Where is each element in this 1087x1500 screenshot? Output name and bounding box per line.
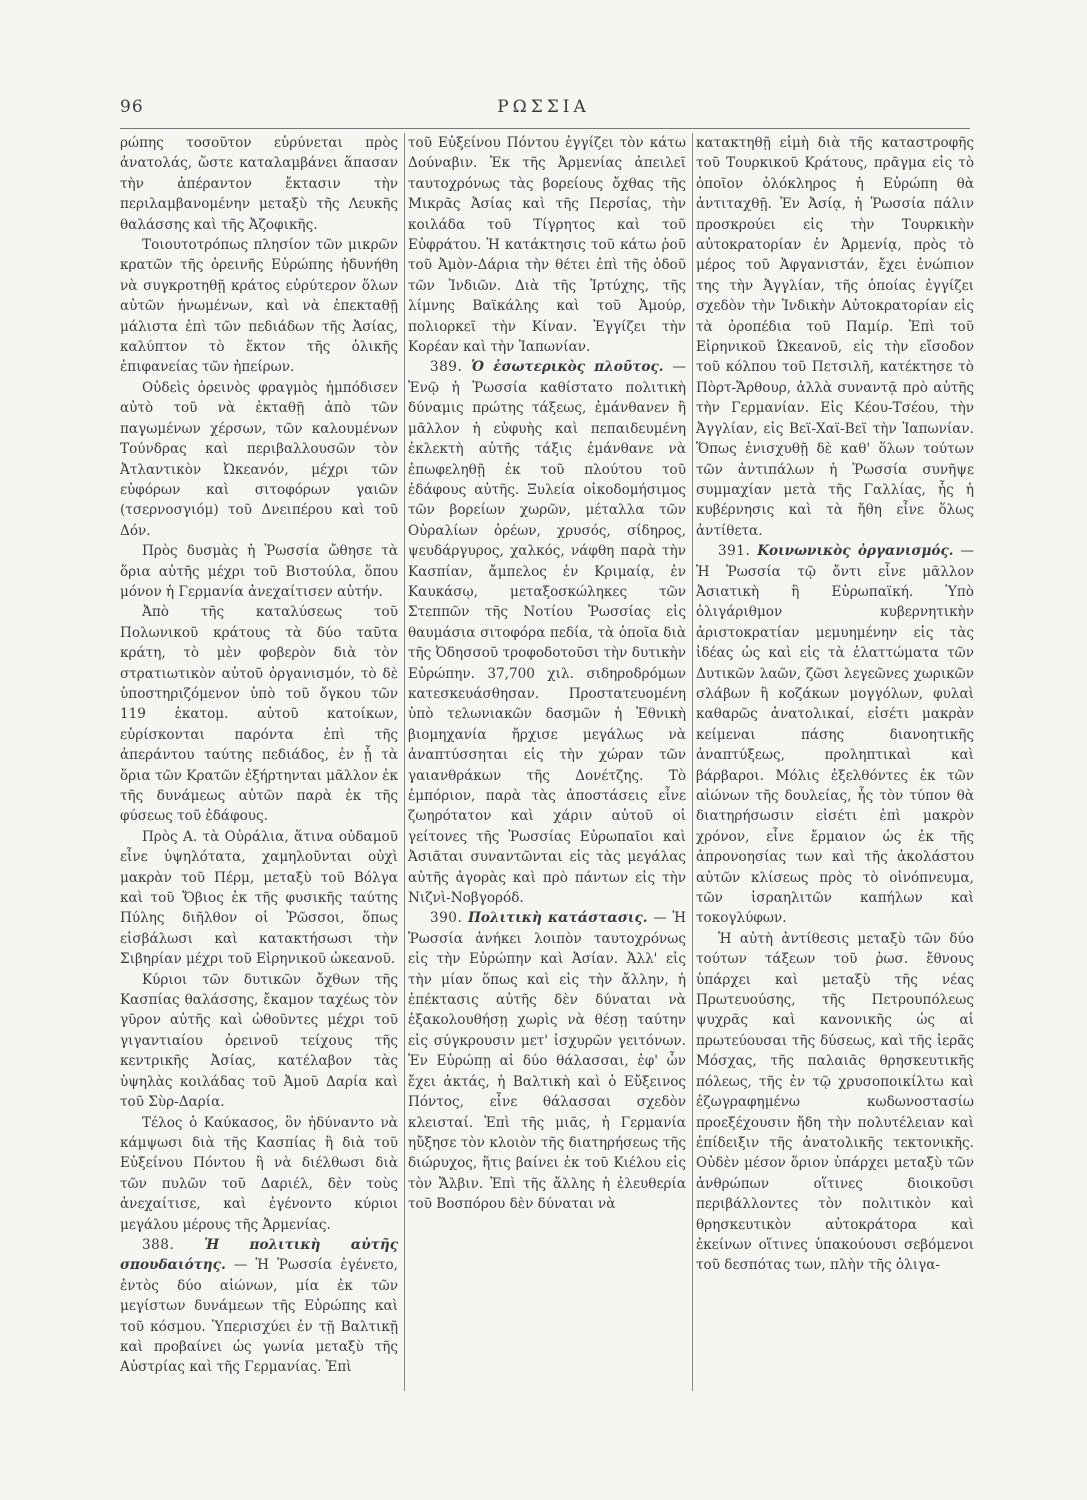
section-389 <box>408 357 686 908</box>
paragraph: Οὐδεὶς ὀρεινὸς φραγμὸς ἠμπόδισεν αὐτὸ τοῦ νὰ ἐκταθῇ ἀπὸ τῶν παγωμένων χέρσων, τῶν καλουμένων Τούνδρας καὶ περιβαλλουσῶν τὸν Ἀτλαντικὸν Ὠκεανόν, μέχρι τῶν εὐφόρων καὶ σιτοφόρων γαιῶν (τσερνοσγιόμ) τοῦ Δνειπέρου καὶ τοῦ Δόν. <box>120 379 398 539</box>
section-title: Ἡ πολιτικὴ αὐτῆς σπουδαιότης. <box>120 1236 398 1274</box>
section-title: Ὁ ἐσωτερικὸς πλοῦτος. <box>471 359 664 376</box>
paragraph: Κύριοι τῶν δυτικῶν ὄχθων τῆς Κασπίας θαλάσσης, ἔκαμον ταχέως τὸν γῦρον αὐτῆς καὶ ὠθοῦντες μέχρι τοῦ γιγαντιαίου ὀρεινοῦ τείχους τῆς κεντρικῆς Ἀσίας, κατέλαβον τὰς ὑψηλὰς κοιλάδας τοῦ Ἀμοῦ Δαρία καὶ τοῦ Σὺρ-Δαρία. <box>120 971 398 1111</box>
column-divider <box>692 133 693 1391</box>
text-column-3 <box>696 133 974 1276</box>
section-391 <box>696 541 974 929</box>
section-text: — Ἡ Ῥωσσία ἀνήκει λοιπὸν ταυτοχρόνως εἰς τὴν Εὐρώπην καὶ Ἀσίαν. Ἀλλ' εἰς τὴν μίαν ὅπως καὶ εἰς τὴν ἄλλην, ἡ ἐπέκτασις αὐτῆς δὲν δύναται νὰ ἐξακολουθήσῃ χωρὶς νὰ θέσῃ ταύτην εἰς σύγκρουσιν μετ' ἰσχυρῶν γειτόνων. Ἐν Εὐρώπῃ αἱ δύο θάλασσαι, ἐφ' ὧν ἔχει ἀκτάς, ἡ Βαλτικὴ καὶ ὁ Εὔξεινος Πόντος, εἶνε θάλασσαι σχεδὸν κλεισταί. Ἐπὶ τῆς μιᾶς, ἡ Γερμανία ηὔξησε τὸν κλοιὸν τῆς διατηρήσεως τῆς διώρυχος, ἥτις βαίνει ἐκ τοῦ Κιέλου εἰς τὸν Ἄλβιν. Ἐπὶ τῆς ἄλλης ἡ ἐλευθερία τοῦ Βοσπόρου δὲν δύναται νὰ <box>408 910 687 1213</box>
paragraph: κατακτηθῇ εἰμὴ διὰ τῆς καταστροφῆς τοῦ Τουρκικοῦ Κράτους, πρᾶγμα εἰς τὸ ὁποῖον ὁλόκληρος ἡ Εὐρώπη θὰ ἀντιταχθῇ. Ἐν Ἀσίᾳ, ἡ Ῥωσσία πάλιν προσκρούει εἰς τὴν Τουρκικὴν αὐτοκρατορίαν ἐν Ἀρμενίᾳ, πρὸς τὸ μέρος τοῦ Ἀφγανιστάν, ἔχει ἐνώπιον της τὴν Ἀγγλίαν, τῆς ὁποίας ἐγγίζει σχεδὸν τὴν Ἰνδικὴν Αὐτοκρατορίαν εἰς τὰ ὀροπέδια τοῦ Παμίρ. Ἐπὶ τοῦ Εἰρηνικοῦ Ὠκεανοῦ, εἰς τὴν εἴσοδον τοῦ κόλπου τοῦ Πετσιλῆ, κατέκτησε τὸ Πὸρτ-Ἄρθουρ, ἀλλὰ συναντᾷ πρὸ αὐτῆς τὴν Γερμανίαν. Εἰς Κέου-Τσέου, τὴν Ἀγγλίαν, εἰς Βεϊ-Χαϊ-Βεϊ τὴν Ἰαπωνίαν. Ὅπως ἐνισχυθῇ δὲ καθ' ὅλων τούτων τῶν ἀντιπάλων ἡ Ῥωσσία συνῆψε συμμαχίαν μετὰ τῆς Γαλλίας, ἧς ἡ κυβέρνησις καὶ τὰ ἤθη εἶνε ὅλως ἀντίθετα. <box>696 135 974 539</box>
text-column-1 <box>120 133 398 1378</box>
section-text: — Ἡ Ῥωσσία τῷ ὄντι εἶνε μᾶλλον Ἀσιατικὴ ἢ Εὐρωπαϊκή. Ὑπὸ ὀλιγάριθμον κυβερνητικὴν ἀριστοκρατίαν μεμυημένην εἰς τὰς ἰδέας ὡς καὶ εἰς τὰ ἐλαττώματα τῶν Δυτικῶν λαῶν, ζῶσι λεγεῶνες χωρικῶν σλάβων ἢ κοζάκων μογγόλων, φυλαὶ καθαρῶς ἀνατολικαί, εἰσέτι μακρὰν κείμεναι πάσης διανοητικῆς ἀναπτύξεως, προληπτικαὶ καὶ βάρβαροι. Μόλις ἐξελθόντες ἐκ τῶν αἰώνων τῆς δουλείας, ἧς τὸν τύπον θὰ διατηρήσωσιν εἰσέτι ἐπὶ μακρὸν χρόνον, εἶνε ἔρμαιον ὡς ἐκ τῆς ἀπρονοησίας των καὶ τῆς ἀκολάστου αὐτῶν κλίσεως πρὸς τὸ οἰνόπνευμα, τῶν ἰσραηλιτῶν καπήλων καὶ τοκογλύφων. <box>696 543 974 927</box>
paragraph: Τέλος ὁ Καύκασος, ὃν ἠδύναντο νὰ κάμψωσι διὰ τῆς Κασπίας ἢ διὰ τοῦ Εὐξείνου Πόντου ἢ νὰ διέλθωσι διὰ τῶν πυλῶν τοῦ Δαριέλ, δὲν τοὺς ἀνεχαίτισε, καὶ ἐγένοντο κύριοι μεγάλου μέρους τῆς Ἀρμενίας. <box>120 1114 398 1233</box>
paragraph: Πρὸς δυσμὰς ἡ Ῥωσσία ὤθησε τὰ ὅρια αὐτῆς μέχρι τοῦ Βιστούλα, ὅπου μόνον ἡ Γερμανία ἀνεχαίτισεν αὐτήν. <box>120 543 398 600</box>
section-number: 388. <box>142 1236 175 1253</box>
section-number: 391. <box>718 543 751 560</box>
paragraph: ρώπης τοσοῦτον εὑρύνεται πρὸς ἀνατολάς, ὥστε καταλαμβάνει ἅπασαν τὴν ἀπέραντον ἔκτασιν τὴν περιλαμβανομένην μεταξὺ τῆς Λευκῆς θαλάσσης καὶ τῆς Ἀζοφικῆς. <box>120 135 398 233</box>
page-number: 96 <box>120 97 144 117</box>
running-head <box>110 97 977 121</box>
paragraph: Τοιουτοτρόπως πλησίον τῶν μικρῶν κρατῶν τῆς ὀρεινῆς Εὐρώπης ἠδυνήθη νὰ συγκροτηθῇ κράτος εὐρύτερον ὅλων αὐτῶν ἡνωμένων, καὶ νὰ ἐπεκταθῇ μάλιστα ἐπὶ τῶν πεδιάδων τῆς Ἀσίας, καλύπτον τὸ ἕκτον τῆς ὁλικῆς ἐπιφανείας τῶν ἠπείρων. <box>120 237 398 376</box>
header-rule <box>120 128 970 129</box>
paragraph: Ἀπὸ τῆς καταλύσεως τοῦ Πολωνικοῦ κράτους τὰ δύο ταῦτα κράτη, τὸ μὲν φοβερὸν διὰ τὸν στρατιωτικὸν αὐτοῦ ὀργανισμόν, τὸ δὲ ὑποστηριζόμενον ὑπὸ τοῦ ὄγκου τῶν 119 ἑκατομ. αὐτοῦ κατοίκων, εὑρίσκονται παρόντα ἐπὶ τῆς ἀπεράντου ταύτης πεδιάδος, ἐν ᾗ τὰ ὅρια τῶν Κρατῶν ἐξήρτηνται μᾶλλον ἐκ τῆς δυνάμεως αὐτῶν παρὰ ἐκ τῆς φύσεως τοῦ ἐδάφους. <box>120 604 398 825</box>
section-390 <box>408 908 686 1214</box>
section-number: 390. <box>430 910 463 927</box>
paragraph: Πρὸς Α. τὰ Οὐράλια, ἅτινα οὐδαμοῦ εἶνε ὑψηλότατα, χαμηλοῦνται οὐχὶ μακρὰν τοῦ Πέρμ, μεταξὺ τοῦ Βόλγα καὶ τοῦ Ὄβιος ἐκ τῆς φυσικῆς ταύτης Πύλης διῆλθον οἱ Ῥῶσσοι, ὅπως εἰσβάλωσι καὶ κατακτήσωσι τὴν Σιβηρίαν μέχρι τοῦ Εἰρηνικοῦ ὠκεανοῦ. <box>120 828 398 968</box>
paragraph: Ἡ αὐτὴ ἀντίθεσις μεταξὺ τῶν δύο τούτων τάξεων τοῦ ῥωσ. ἔθνους ὑπάρχει καὶ μεταξὺ τῆς νέας Πρωτευούσης, τῆς Πετρουπόλεως ψυχρᾶς καὶ κανονικῆς ὡς αἱ πρωτεύουσαι τῆς δύσεως, καὶ τῆς ἱερᾶς Μόσχας, τῆς παλαιᾶς θρησκευτικῆς πόλεως, τῆς ἐν τῷ χρυσοποικίλτω καὶ ἐζωγραφημένω κωδωνοστασίω προεξέχουσιν ἤδη τὴν πολυτέλειαν καὶ ἐπίδειξιν τῆς ἀνατολικῆς τεκτονικῆς. Οὐδὲν μέσον ὅριον ὑπάρχει μεταξὺ τῶν ἀνθρώπων οἵτινες διοικοῦσι περιβάλλοντες τὸν πολιτικὸν καὶ θρησκευτικὸν αὐτοκράτορα καὶ ἐκείνων οἵτινες ὑπακούουσι σεβόμενοι τοῦ δεσπότας των, πλὴν τῆς ὀλιγα- <box>696 930 974 1274</box>
section-text: — Ἐνῷ ἡ Ῥωσσία καθίστατο πολιτικὴ δύναμις πρώτης τάξεως, ἐμάνθανεν ἢ μᾶλλον ἡ εὐφυὴς καὶ πεπαιδευμένη ἐκλεκτὴ αὐτῆς τάξις ἐμάνθανε νὰ ἐπωφεληθῇ ἐκ τοῦ πλούτου τοῦ ἐδάφους αὐτῆς. Ξυλεία οἰκοδομήσιμος τῶν βορείων χωρῶν, μέταλλα τῶν Οὐραλίων ὀρέων, χρυσός, σίδηρος, ψευδάργυρος, χαλκός, νάφθη παρὰ τὴν Κασπίαν, ἄμπελος ἐν Κριμαίᾳ, ἐν Καυκάσῳ, μεταξοσκώληκες τῶν Στεππῶν τῆς Νοτίου Ῥωσσίας εἰς θαυμάσια σιτοφόρα πεδία, τὰ ὁποῖα διὰ τῆς Ὀδησσοῦ τροφοδοτοῦσι τὴν δυτικὴν Εὐρώπην. 37,700 χιλ. σιδηροδρόμων κατεσκευάσθησαν. Προστατευομένη ὑπὸ τελωνιακῶν δασμῶν ἡ Ἐθνικὴ βιομηχανία ἤρχισε μεγάλως νὰ ἀναπτύσσηται εἰς τὴν χώραν τῶν γαιανθράκων τῆς Δονέτζης. Τὸ ἐμπόριον, παρὰ τὰς ἀποστάσεις εἶνε ζωηρότατον καὶ χάριν αὐτοῦ οἱ γείτονες τῆς Ῥωσσίας Εὐρωπαῖοι καὶ Ἀσιᾶται συναντῶνται εἰς τὰς μεγάλας αὐτῆς ἀγορὰς καὶ πρὸ πάντων εἰς τὴν Νιζνὶ-Νοβγορόδ. <box>408 359 686 907</box>
running-title: ΡΩΣΣΙΑ <box>497 97 590 117</box>
section-388 <box>120 1235 398 1378</box>
text-column-2 <box>408 133 686 1215</box>
section-text: — Ἡ Ῥωσσία ἐγένετο, ἐντὸς δύο αἰώνων, μία ἐκ τῶν μεγίστων δυνάμεων τῆς Εὐρώπης καὶ τοῦ κόσμου. Ὑπερισχύει ἐν τῇ Βαλτικῇ καὶ προβαίνει ὡς γωνία μεταξὺ τῆς Αὐστρίας καὶ τῆς Γερμανίας. Ἐπὶ <box>120 1257 398 1376</box>
section-title: Πολιτικὴ κατάστασις. <box>468 910 648 927</box>
column-divider <box>404 133 405 1391</box>
section-number: 389. <box>430 359 463 376</box>
paragraph: τοῦ Εὐξείνου Πόντου ἐγγίζει τὸν κάτω Δούναβιν. Ἐκ τῆς Ἀρμενίας ἀπειλεῖ ταυτοχρόνως τὰς βορείους ὄχθας τῆς Μικρᾶς Ἀσίας καὶ τῆς Περσίας, τὴν κοιλάδα τοῦ Τίγρητος καὶ τοῦ Εὐφράτου. Ἡ κατάκτησις τοῦ κάτω ῥοῦ τοῦ Ἀμὸν-Δάρια τὴν θέτει ἐπὶ τῆς ὁδοῦ τῶν Ἰνδιῶν. Διὰ τῆς Ἰρτύχης, τῆς λίμνης Βαϊκάλης καὶ τοῦ Ἀμούρ, πολιορκεῖ τὴν Κίναν. Ἐγγίζει τὴν Κορέαν καὶ τὴν Ἰαπωνίαν. <box>408 135 686 356</box>
section-title: Κοινωνικὸς ὀργανισμός. <box>757 543 954 560</box>
